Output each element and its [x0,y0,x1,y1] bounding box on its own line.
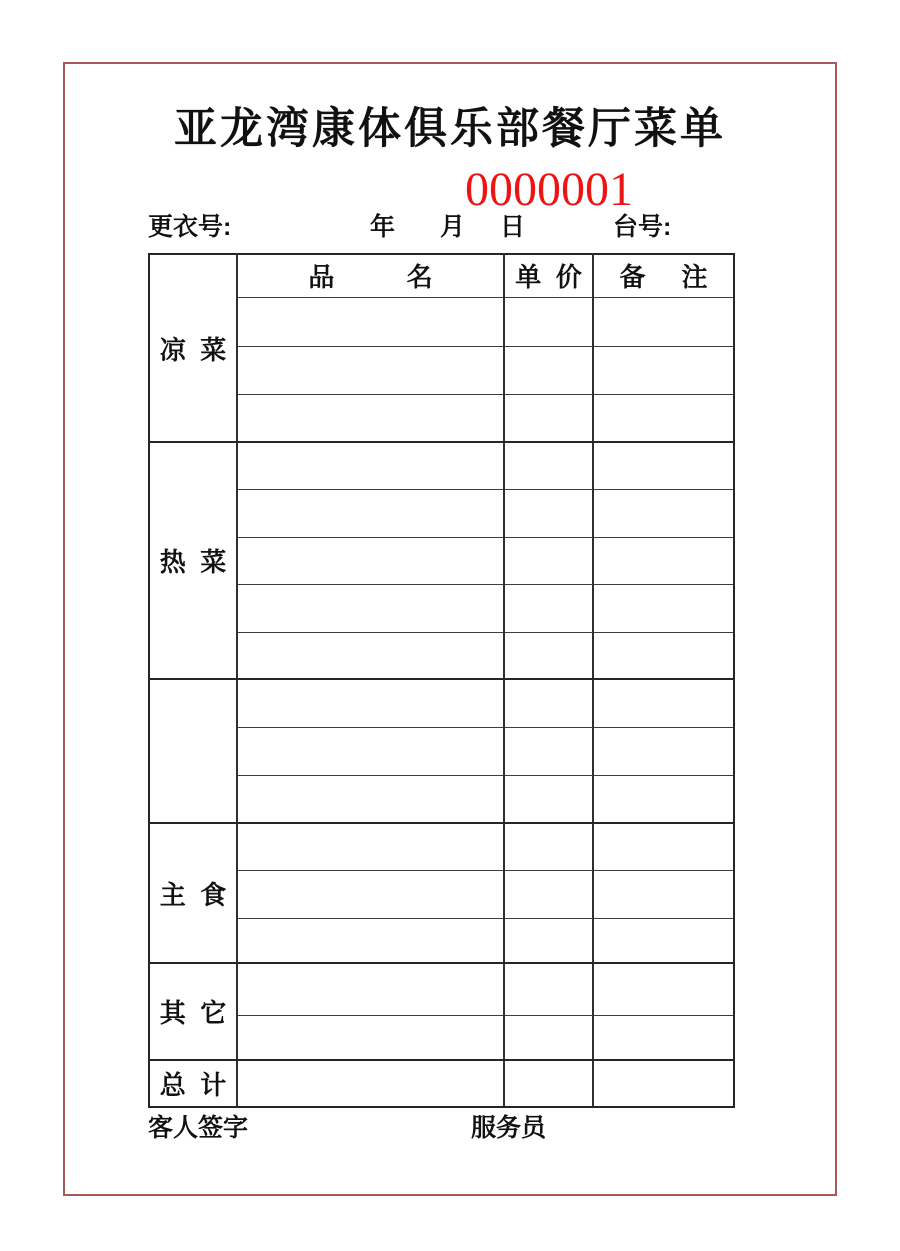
blank-cell [237,584,504,632]
blank-cell [237,870,504,918]
blank-cell [237,727,504,775]
blank-cell [237,489,504,537]
blank-cell [504,297,593,346]
blank-cell [237,1015,504,1060]
table-row [149,727,734,775]
table-row [149,918,734,963]
serial-number: 0000001 [465,163,633,216]
table-row [149,775,734,823]
table-row [149,442,734,489]
blank-cell [237,537,504,584]
category-cell: 总 计 [149,1060,237,1107]
blank-cell [237,632,504,679]
blank-cell [593,775,734,823]
table-row [149,346,734,394]
blank-cell [237,823,504,870]
table-row [149,823,734,870]
guest-signature-label: 客人签字 [148,1114,249,1142]
table-row [149,297,734,346]
blank-cell [504,727,593,775]
blank-cell [504,775,593,823]
table-row [149,679,734,727]
table-row [149,584,734,632]
menu-table [148,253,735,1108]
blank-cell [504,346,593,394]
blank-cell [504,963,593,1015]
table-row [149,489,734,537]
category-cell [149,679,237,823]
table-row [149,632,734,679]
blank-cell [593,1015,734,1060]
blank-cell [593,918,734,963]
blank-cell [504,870,593,918]
menu-table-body [149,254,734,1107]
blank-cell [237,297,504,346]
blank-cell [237,679,504,727]
blank-cell [593,823,734,870]
year-label: 年 [370,213,396,241]
table-row [149,1060,734,1107]
blank-cell [504,679,593,727]
blank-cell [593,346,734,394]
blank-cell [237,1060,504,1107]
blank-cell [504,823,593,870]
blank-cell [504,537,593,584]
blank-cell [593,1060,734,1107]
blank-cell [237,775,504,823]
blank-cell [237,346,504,394]
blank-cell [593,679,734,727]
page-title: 亚龙湾康体俱乐部餐厅菜单 [174,104,726,154]
blank-cell [593,297,734,346]
blank-cell [593,584,734,632]
blank-cell [504,1060,593,1107]
blank-cell [593,963,734,1015]
blank-cell [593,632,734,679]
blank-cell [504,584,593,632]
table-row [149,394,734,442]
blank-cell [504,442,593,489]
blank-cell [593,870,734,918]
month-label: 月 [440,213,466,241]
table-header-row [149,254,734,297]
blank-cell [593,537,734,584]
locker-number-label: 更衣号: [148,213,232,241]
blank-cell [593,394,734,442]
blank-cell [237,442,504,489]
column-header-price: 单 价 [504,254,593,297]
table-row [149,537,734,584]
blank-cell [504,489,593,537]
category-cell: 主 食 [149,823,237,963]
blank-cell [504,1015,593,1060]
blank-cell [593,442,734,489]
waiter-label: 服务员 [471,1114,547,1142]
category-cell: 其 它 [149,963,237,1060]
blank-cell [593,489,734,537]
blank-cell [504,632,593,679]
blank-cell [593,727,734,775]
category-cell: 凉 菜 [149,254,237,442]
day-label: 日 [500,213,526,241]
table-row [149,1015,734,1060]
category-cell: 热 菜 [149,442,237,679]
blank-cell [237,394,504,442]
column-header-remark: 备 注 [593,254,734,297]
table-row [149,870,734,918]
menu-table-wrap [148,253,735,1108]
column-header-item: 品 名 [237,254,504,297]
blank-cell [504,394,593,442]
blank-cell [237,963,504,1015]
table-row [149,963,734,1015]
table-number-label: 台号: [613,213,672,241]
blank-cell [237,918,504,963]
blank-cell [504,918,593,963]
